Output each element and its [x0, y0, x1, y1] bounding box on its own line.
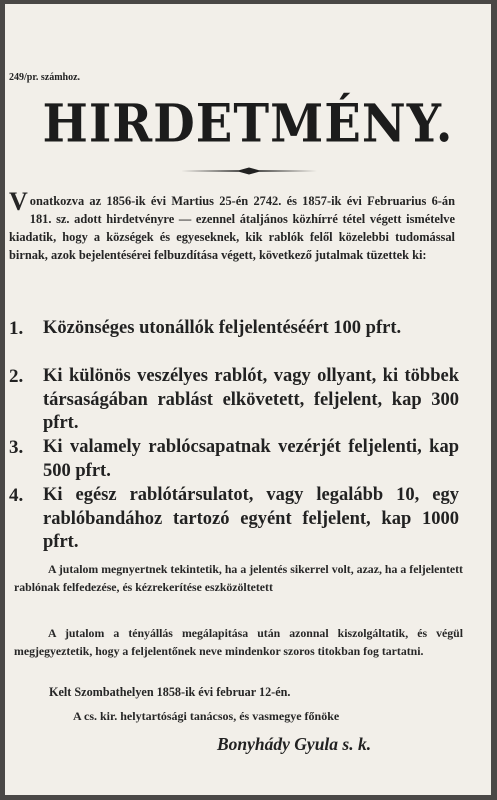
ornamental-rule: [181, 167, 317, 175]
reward-item-3: [9, 436, 459, 483]
reference-number: 249/pr. számhoz.: [9, 72, 81, 83]
condition-paragraph: A jutalom megnyertnek tekintetik, ha a jelentés sikerrel volt, azaz, ha a feljelentett rablónak felfedezése, és kézrekerítése eszközöltetett: [14, 562, 463, 595]
signatory-name: Bonyhády Gyula s. k.: [217, 734, 372, 754]
reward-item-2: [9, 365, 459, 436]
item-text: Ki különös veszélyes rablót, vagy ollyant, ki többek társaságában rablást elkövetett, feljelent, kap 300 pfrt.: [43, 366, 459, 434]
item-number: 2.: [9, 366, 24, 387]
item-number: 4.: [9, 485, 24, 506]
poster-sheet: [5, 4, 491, 795]
drop-cap: V: [9, 187, 28, 216]
reward-item-1: [9, 317, 459, 341]
item-number: 1.: [9, 318, 24, 339]
page-title: HIRDETMÉNY.: [42, 93, 454, 155]
intro-text: onatkozva az 1856-ik évi Martius 25-én 2742. és 1857-ik évi Februarius 6-án 181. sz. adott hirdetvényre — ezennel átaljános közhírré tétel végett ismételve kiadatik, hogy a községek és egyeseknek, kik rablók felől közelebbi tudomással birnak, azok bejelentésérei felbuzdítása végett, következő jutalmak tüzettek ki:: [9, 194, 455, 263]
signatory-title: A cs. kir. helytartósági tanácsos, és vasmegye főnöke: [73, 709, 340, 723]
intro-paragraph: [9, 187, 455, 264]
dated-line: Kelt Szombathelyen 1858-ik évi februar 12-én.: [49, 685, 291, 699]
item-text: Közönséges utonállók feljelentéséért 100 pfrt.: [43, 318, 402, 338]
item-text: Ki egész rablótársulatot, vagy legalább 10, egy rablóbandához tartozó egyént feljelent, kap 1000 pfrt.: [43, 485, 459, 553]
item-text: Ki valamely rablócsapatnak vezérjét feljelenti, kap 500 pfrt.: [43, 437, 459, 481]
payment-paragraph: A jutalom a tényállás megálapitása után azonnal kiszolgáltatik, és végül megjegyeztetik, hogy a feljelentőnek neve mindenkor szoros titokban fog tartatni.: [14, 626, 463, 659]
reward-item-4: [9, 484, 459, 555]
item-number: 3.: [9, 437, 24, 458]
